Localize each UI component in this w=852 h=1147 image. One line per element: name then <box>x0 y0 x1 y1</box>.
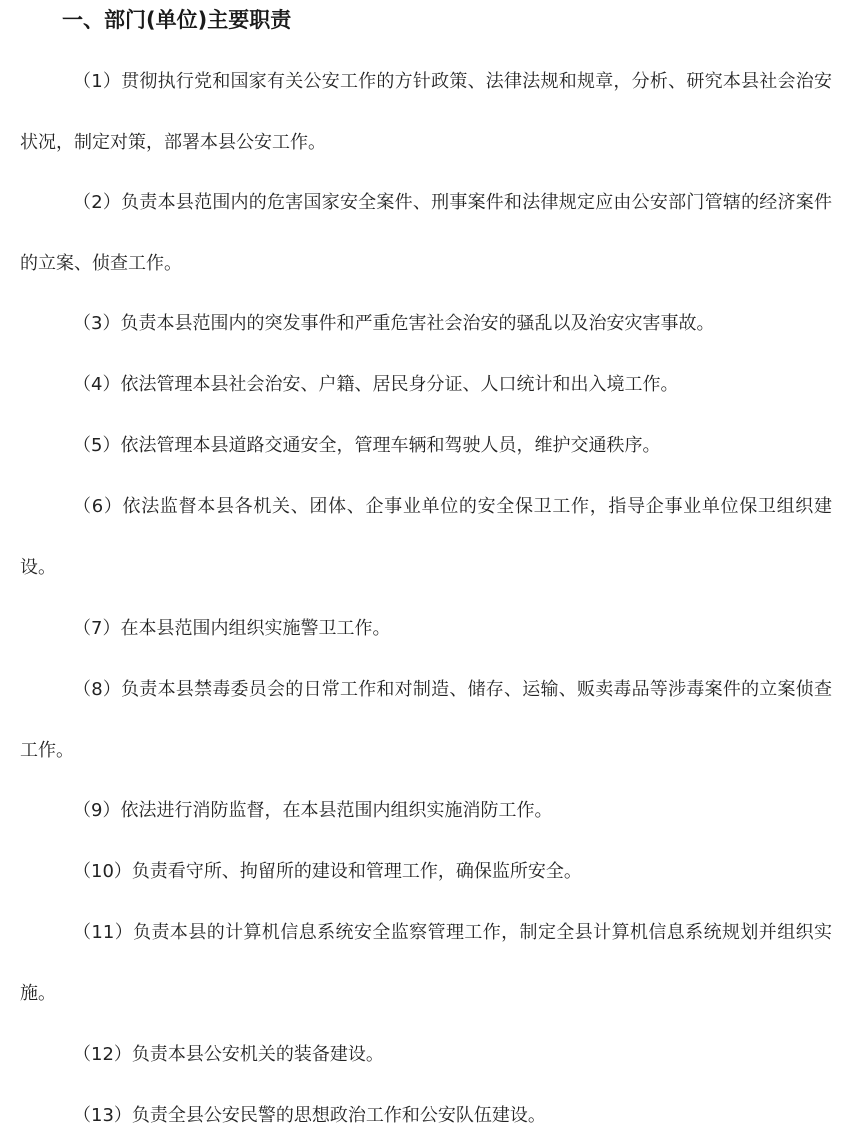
duty-item-2: （2）负责本县范围内的危害国家安全案件、刑事案件和法律规定应由公安部门管辖的经济案件的立案、侦查工作。 <box>20 192 832 274</box>
duty-item-1: （1）贯彻执行党和国家有关公安工作的方针政策、法律法规和规章，分析、研究本县社会治安状况，制定对策，部署本县公安工作。 <box>20 71 832 153</box>
duty-item-6: （6）依法监督本县各机关、团体、企事业单位的安全保卫工作，指导企事业单位保卫组织建设。 <box>20 496 832 578</box>
duty-item-5: （5）依法管理本县道路交通安全，管理车辆和驾驶人员，维护交通秩序。 <box>73 435 661 456</box>
duty-item-11: （11）负责本县的计算机信息系统安全监察管理工作，制定全县计算机信息系统规划并组织实施。 <box>20 922 832 1004</box>
duty-item-7: （7）在本县范围内组织实施警卫工作。 <box>73 618 391 639</box>
duty-item-4: （4）依法管理本县社会治安、户籍、居民身分证、人口统计和出入境工作。 <box>73 374 679 395</box>
duty-item-3: （3）负责本县范围内的突发事件和严重危害社会治安的骚乱以及治安灾害事故。 <box>73 313 715 334</box>
duty-item-12: （12）负责本县公安机关的装备建设。 <box>73 1044 384 1065</box>
duty-item-13: （13）负责全县公安民警的思想政治工作和公安队伍建设。 <box>73 1105 546 1126</box>
duty-item-9: （9）依法进行消防监督，在本县范围内组织实施消防工作。 <box>73 800 553 821</box>
duty-item-8: （8）负责本县禁毒委员会的日常工作和对制造、储存、运输、贩卖毒品等涉毒案件的立案侦查工作。 <box>20 679 832 761</box>
section-heading: 一、部门(单位)主要职责 <box>62 8 292 32</box>
duty-item-10: （10）负责看守所、拘留所的建设和管理工作，确保监所安全。 <box>73 861 582 882</box>
